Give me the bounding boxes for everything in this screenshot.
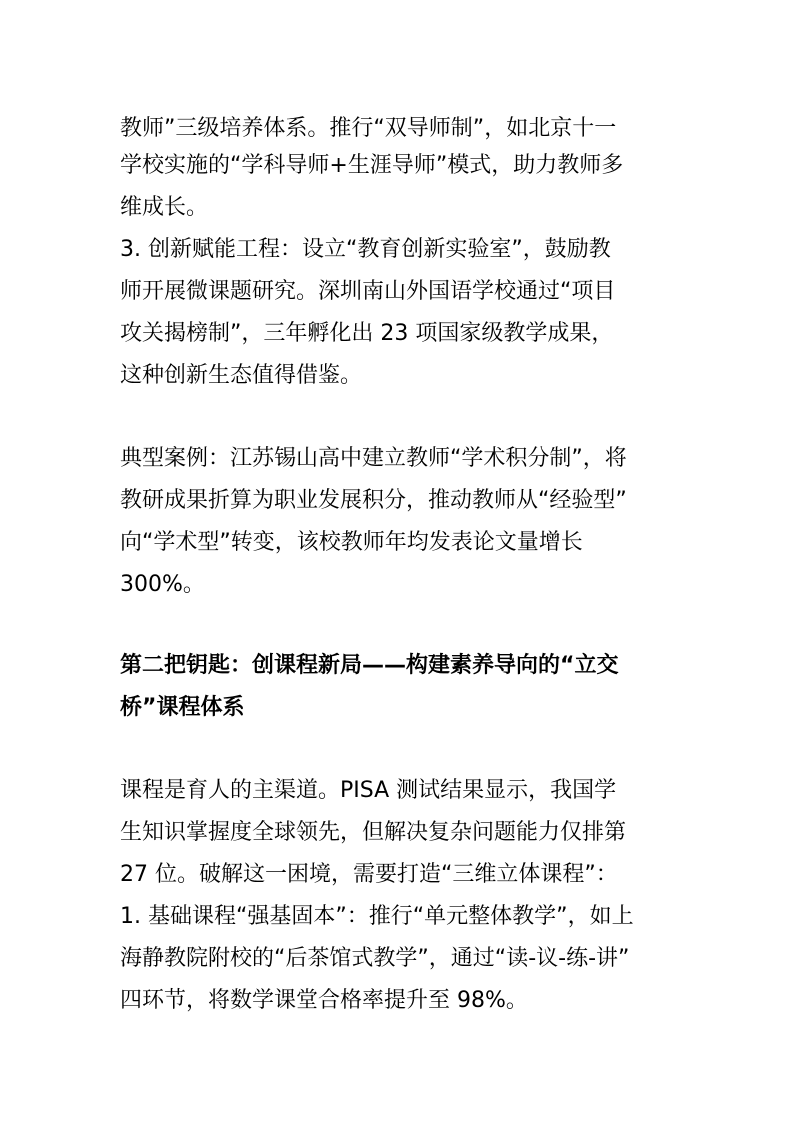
text-line: 学校实施的“学科导师+生涯导师”模式，助力教师多 — [120, 153, 624, 178]
text-line: 课程是育人的主渠道。PISA 测试结果显示，我国学 — [120, 778, 617, 803]
text-line: 1. 基础课程“强基固本”：推行“单元整体教学”，如上 — [120, 904, 634, 929]
text-line: 教研成果折算为职业发展积分，推动教师从“经验型” — [120, 488, 627, 513]
text-line: 师开展微课题研究。深圳南山外国语学校通过“项目 — [120, 279, 616, 304]
text-line: 典型案例：江苏锡山高中建立教师“学术积分制”，将 — [120, 446, 627, 471]
text-line: 3. 创新赋能工程：设立“教育创新实验室”，鼓励教 — [120, 237, 611, 262]
text-line: 维成长。 — [120, 195, 209, 220]
text-line: 攻关揭榜制”，三年孵化出 23 项国家级教学成果， — [120, 321, 614, 346]
text-line: 这种创新生态值得借鉴。 — [120, 363, 363, 388]
text-line: 向“学术型”转变，该校教师年均发表论文量增长 — [120, 530, 583, 555]
text-line: 海静教院附校的“后茶馆式教学”，通过“读-议-练-讲” — [120, 946, 630, 971]
text-line: 300%。 — [120, 572, 205, 597]
text-line: 四环节，将数学课堂合格率提升至 98%。 — [120, 988, 528, 1013]
text-line: 生知识掌握度全球领先，但解决复杂问题能力仅排第 — [120, 820, 627, 845]
section-heading: 第二把钥匙：创课程新局——构建素养导向的“立交 — [120, 653, 619, 678]
text-line: 教师”三级培养体系。推行“双导师制”，如北京十一 — [120, 116, 617, 141]
section-heading: 桥”课程体系 — [120, 695, 245, 720]
text-line: 27 位。破解这一困境，需要打造“三维立体课程”： — [120, 862, 618, 887]
